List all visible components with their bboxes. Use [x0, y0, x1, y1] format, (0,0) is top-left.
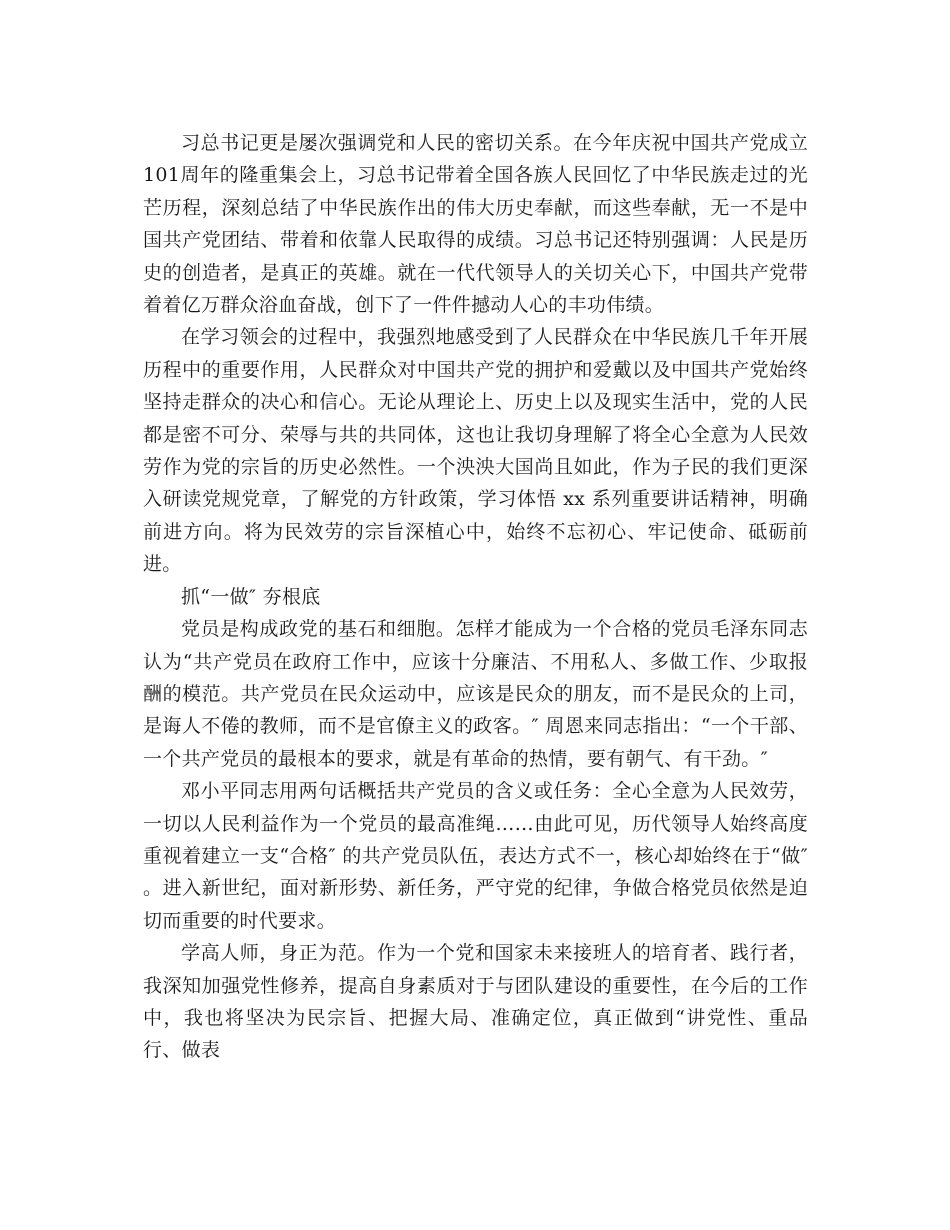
paragraph-4: 邓小平同志用两句话概括共产党员的含义或任务：全心全意为人民效劳，一切以人民利益作为一个党员的最高准绳……由此可见，历代领导人始终高度重视着建立一支“合格″ 的共产党员队伍，表达方式不一，核心却始终在于“做″ 。进入新世纪，面对新形势、新任务，严守党的纪律，争做合格党员依然是迫切而重要的时代要求。	[143, 780, 808, 932]
paragraph-1: 习总书记更是屡次强调党和人民的密切关系。在今年庆祝中国共产党成立101周年的隆重集会上，习总书记带着全国各族人民回忆了中华民族走过的光芒历程，深刻总结了中华民族作出的伟大历史奉献，而这些奉献，无一不是中国共产党团结、带着和依靠人民取得的成绩。习总书记还特别强调：人民是历史的创造者，是真正的英雄。就在一代代领导人的关切关心下，中国共产党带着着亿万群众浴血奋战，创下了一件件撼动人心的丰功伟绩。	[143, 132, 808, 317]
document-body	[143, 127, 808, 1067]
paragraph-3: 党员是构成政党的基石和细胞。怎样才能成为一个合格的党员毛泽东同志认为“共产党员在政府工作中，应该十分廉洁、不用私人、多做工作、少取报酬的模范。共产党员在民众运动中，应该是民众的朋友，而不是民众的上司，是诲人不倦的教师，而不是官僚主义的政客。″ 周恩来同志指出：“一个干部、一个共产党员的最根本的要求，就是有革命的热情，要有朝气、有干劲。″	[143, 618, 808, 770]
paragraph-5: 学高人师，身正为范。作为一个党和国家未来接班人的培育者、践行者，我深知加强党性修养，提高自身素质对于与团队建设的重要性，在今后的工作中，我也将坚决为民宗旨、把握大局、准确定位，真正做到“讲党性、重品行、做表	[143, 942, 808, 1062]
paragraph-2: 在学习领会的过程中，我强烈地感受到了人民群众在中华民族几千年开展历程中的重要作用，人民群众对中国共产党的拥护和爱戴以及中国共产党始终坚持走群众的决心和信心。无论从理论上、历史上以及现实生活中，党的人民都是密不可分、荣辱与共的共同体，这也让我切身理解了将全心全意为人民效劳作为党的宗旨的历史必然性。一个泱泱大国尚且如此，作为子民的我们更深入研读党规党章，了解党的方针政策，学习体悟 xx 系列重要讲话精神，明确前进方向。将为民效劳的宗旨深植心中，始终不忘初心、牢记使命、砥砺前进。	[143, 326, 808, 576]
section-heading: 抓“一做″ 夯根底	[181, 585, 321, 608]
